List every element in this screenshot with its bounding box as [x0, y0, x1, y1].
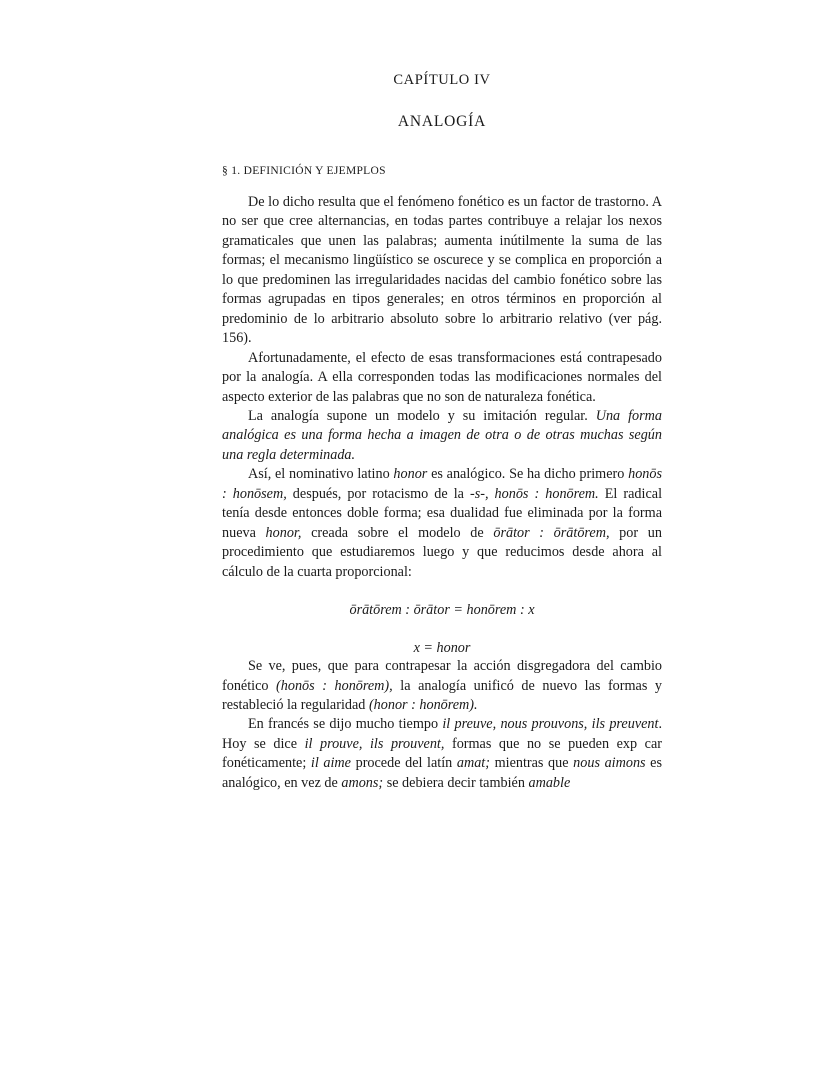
italic-run: amable	[528, 774, 571, 791]
section-heading: § 1. DEFINICIÓN Y EJEMPLOS	[222, 165, 386, 177]
italic-run: amons;	[341, 774, 384, 791]
italic-run: honor,	[265, 524, 302, 541]
italic-run: il aime	[310, 755, 351, 772]
italic-run: -s-, honōs : honōrem.	[469, 485, 599, 502]
italic-run: nous aimons	[573, 755, 646, 772]
paragraph: La analogía supone un modelo y su imitación regular. Una forma analógica es una forma hecha a imagen de otra o de otras muchas según una regla determinada.	[222, 407, 662, 463]
paragraph: Se ve, pues, que para contrapesar la acción disgregadora del cambio fonético (honōs : honōrem), la analogía unificó de nuevo las formas y restableció la regularidad (honor : honōrem).	[222, 658, 662, 713]
formula-proportional: ōrātōrem : ōrātor = honōrem : x	[349, 602, 535, 619]
italic-run: Una forma analógica es una forma hecha a imagen de otra o de otras muchas según una regla determinada.	[222, 407, 662, 463]
paragraph: De lo dicho resulta que el fenómeno fonético es un factor de trastorno. A no ser que cree alternancias, en todas partes contribuye a relajar los nexos gramaticales que unen las palabras; aumenta inútilmente la suma de las formas; el mecanismo lingüístico se oscurece y se complica en proporción a lo que predominen las irregularidades nacidas del cambio fonético sobre las formas agrupadas en tipos generales; en otros términos en proporción al predominio de lo arbitrario absoluto sobre lo arbitrario relativo (ver pág. 156).	[222, 194, 662, 347]
formula-solution: x = honor	[413, 640, 471, 657]
italic-run: honōs : honōsem,	[222, 466, 662, 502]
italic-run: il preuve, nous prouvons, ils preuvent	[442, 716, 659, 733]
chapter-label: CAPÍTULO IV	[393, 72, 491, 88]
italic-run: il prouve, ils prouvent,	[304, 735, 445, 752]
page-content	[222, 72, 662, 793]
paragraph: Afortunadamente, el efecto de esas transformaciones está contrapesado por la analogía. A ella corresponden todas las modificaciones normales del aspecto exterior de las palabras que no son de naturaleza fonética.	[222, 349, 662, 405]
italic-run: (honōs : honōrem),	[276, 677, 393, 694]
italic-run: ōrātor : ōrātōrem,	[493, 524, 610, 541]
paragraph: En francés se dijo mucho tiempo il preuve, nous prouvons, ils preuvent. Hoy se dice il prouve, ils prouvent, formas que no se pueden exp car fonéticamente; il aime procede del latín amat; mientras que nous aimons es analógico, en vez de amons; se debiera decir también amable	[222, 716, 662, 791]
page-title: ANALOGÍA	[397, 113, 487, 130]
italic-run: amat;	[456, 755, 490, 772]
italic-run: (honor : honōrem).	[368, 696, 478, 713]
italic-run: honor	[393, 466, 428, 483]
paragraph: Así, el nominativo latino honor es analógico. Se ha dicho primero honōs : honōsem, después, por rotacismo de la -s-, honōs : honōrem. El radical tenía desde entonces doble forma; esa dualidad fue eliminada por la forma nueva honor, creada sobre el modelo de ōrātor : ōrātōrem, por un procedimiento que estudiaremos luego y que reducimos desde ahora al cálculo de la cuarta proporcional:	[222, 466, 663, 580]
